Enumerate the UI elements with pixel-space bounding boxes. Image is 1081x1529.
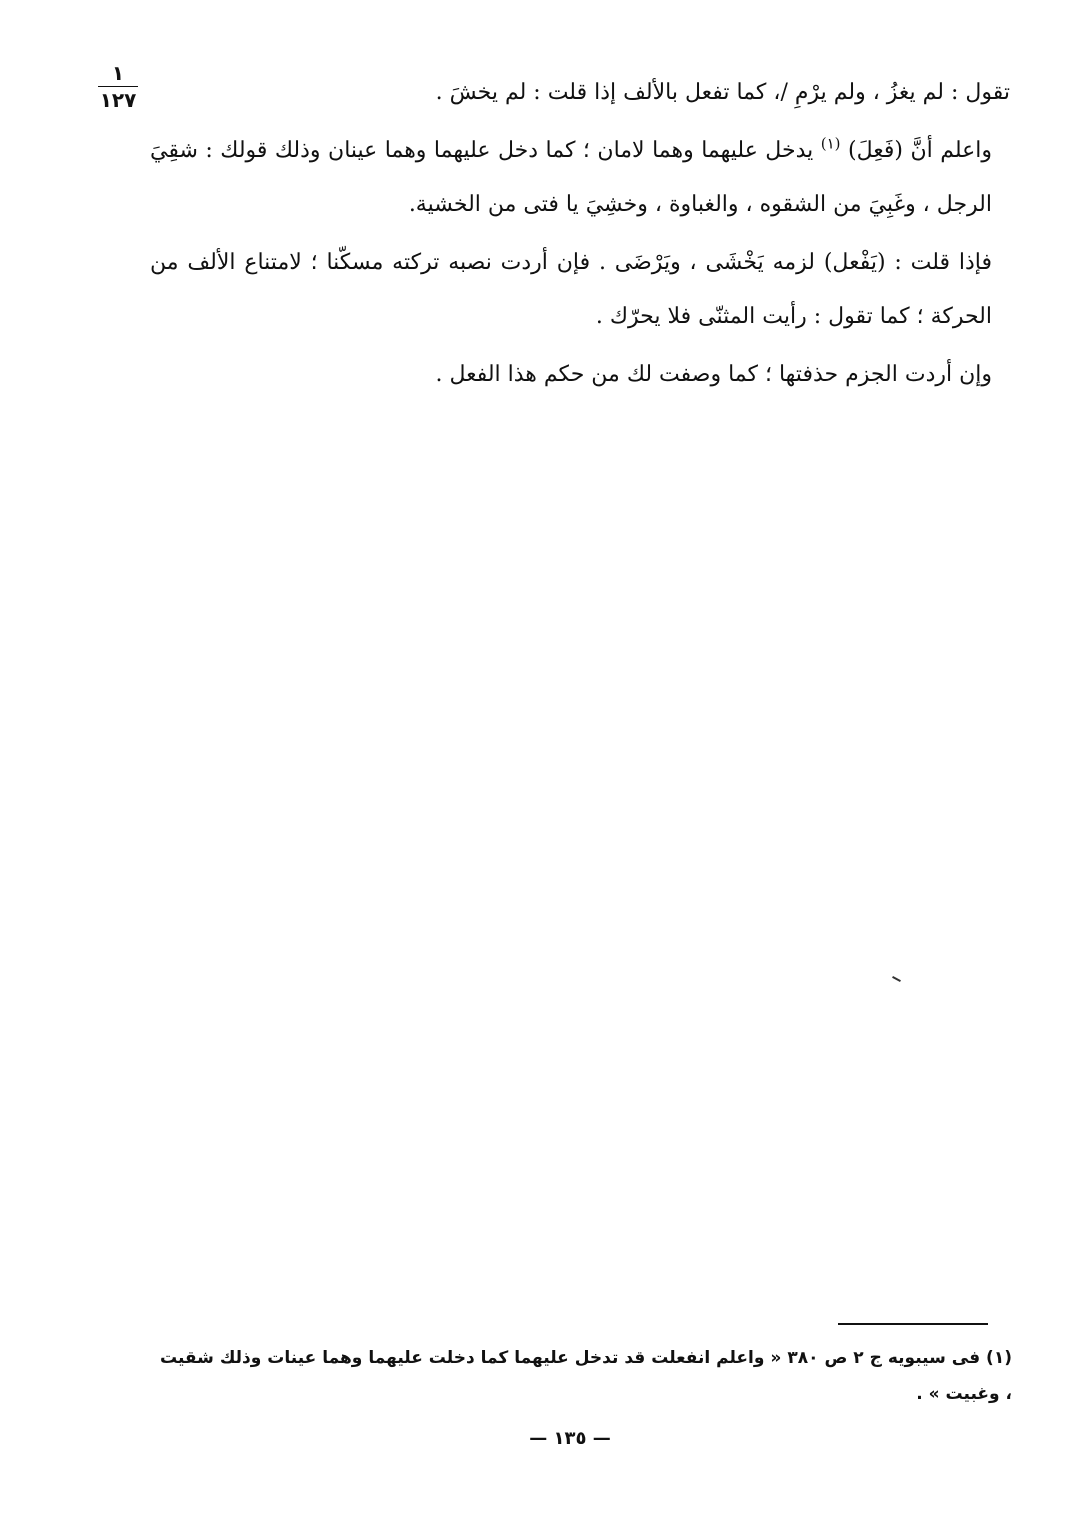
paragraph-2-start: واعلم أنَّ (فَعِلَ) [848,138,992,163]
margin-reference-numerator: ١ [98,62,138,87]
scan-speck [892,976,901,982]
paragraph-4: وإن أردت الجزم حذفتها ؛ كما وصفت لك من حكم هذا الفعل . [435,362,992,387]
margin-reference-denominator: ١٢٧ [99,88,137,112]
footnote-reference: (١) [820,134,841,153]
paragraph-2-end: يدخل عليهما وهما لامان ؛ كما دخل عليهما وهما عينان وذلك قولك : شقِيَ الرجل ، وغَبِيَ من الشقوه ، والغباوة ، وخشِيَ يا فتى من الخشية. [150,138,992,217]
paragraph-2 [150,124,1010,232]
main-text [150,66,1010,406]
paragraph-3: فإذا قلت : (يَفْعل) لزمه يَخْشَى ، ويَرْضَى . فإن أردت نصبه تركته مسكّنا ؛ لامتناع الألف من الحركة ؛ كما تقول : رأيت المثنّى فلا يحرّك . [150,250,992,329]
page-number: — ١٣٥ — [529,1428,611,1449]
footnote: (١) فى سيبويه ج ٢ ص ٣٨٠ « واعلم انفعلت قد تدخل عليهما كما دخلت عليهما وهما عينات وذلك شقيت ، وغبيت » . [160,1348,1012,1404]
footnote-separator [838,1323,988,1325]
margin-reference [92,62,144,111]
paragraph-1: تقول : لم يغزُ ، ولم يرْمِ /، كما تفعل بالألف إذا قلت : لم يخشَ . [435,80,1010,105]
